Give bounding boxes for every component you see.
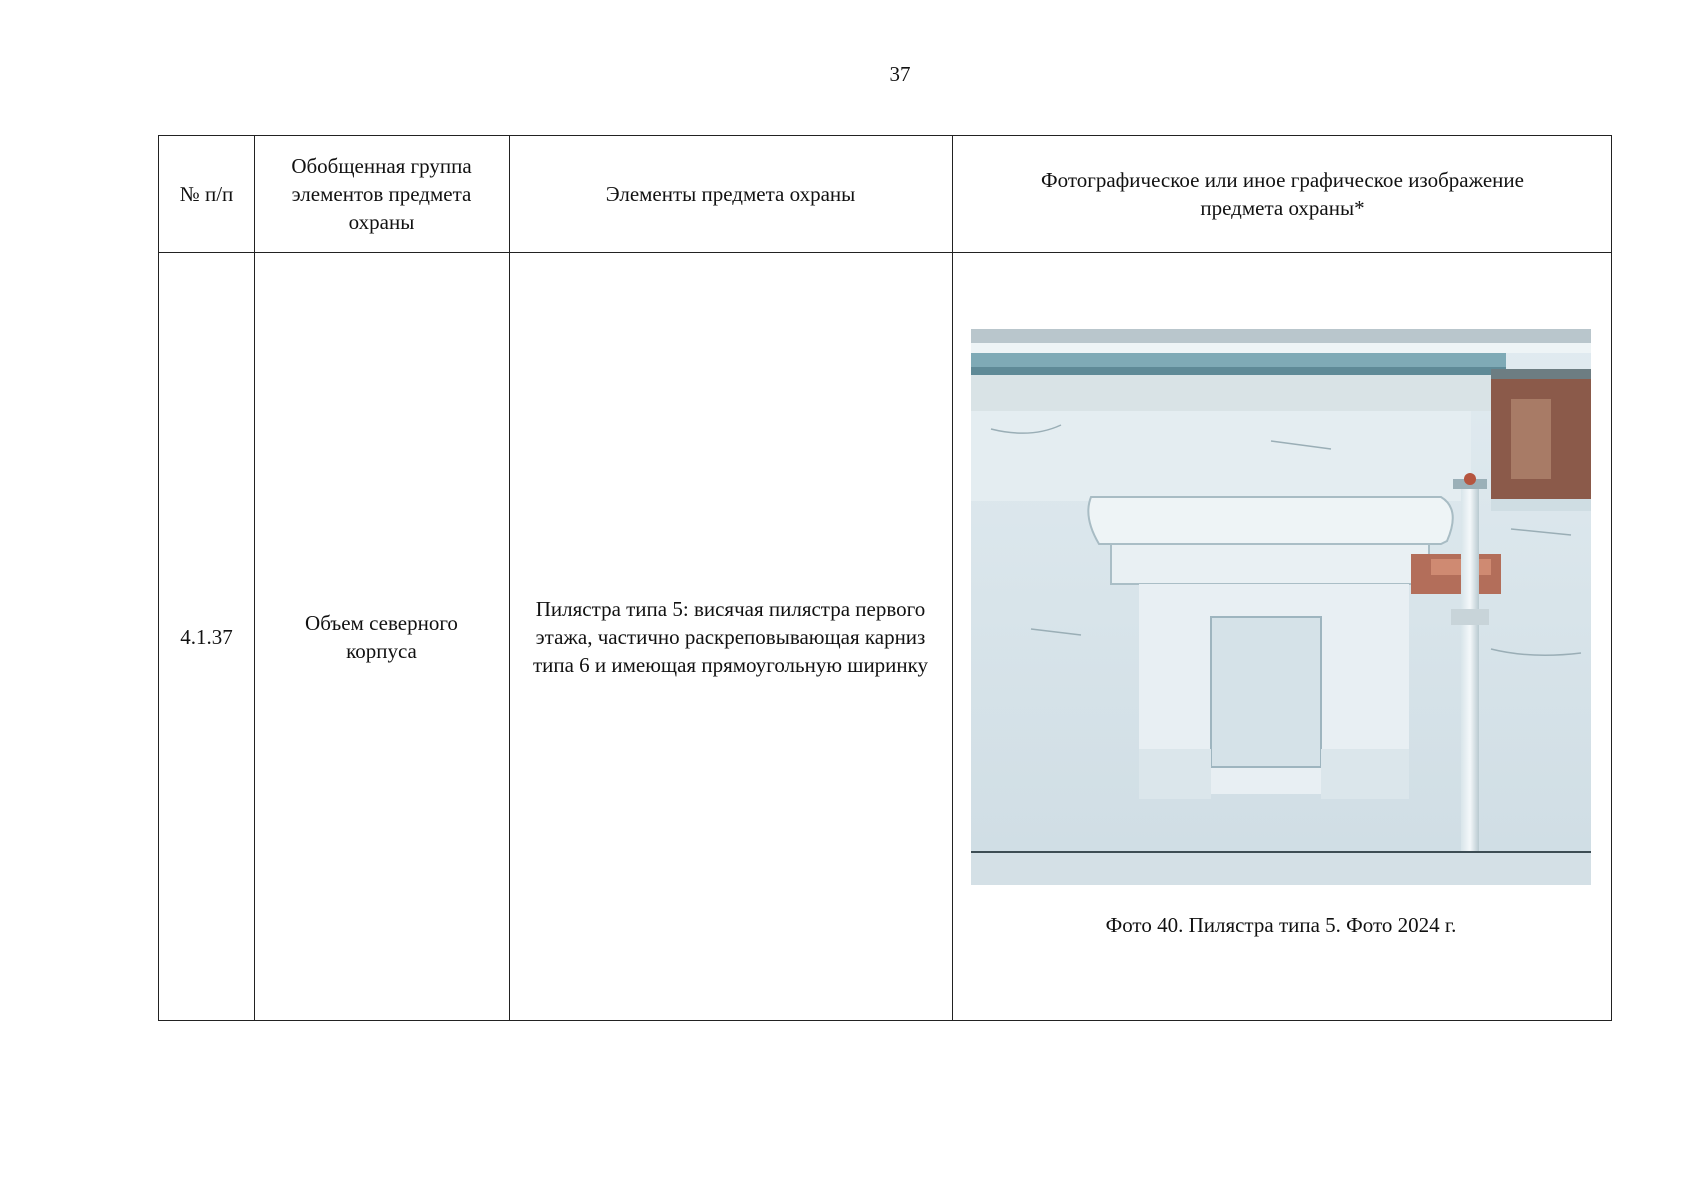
header-elements: Элементы предмета охраны [605, 182, 856, 206]
photo-caption: Фото 40. Пилястра типа 5. Фото 2024 г. [1105, 913, 1457, 937]
header-image: Фотографическое или иное графическое изображение предмета охраны* [1041, 168, 1524, 220]
header-group: Обобщенная группа элементов предмета охраны [291, 154, 472, 234]
page-number: 37 [889, 62, 911, 86]
row-element: Пилястра типа 5: висячая пилястра первого этажа, частично раскреповывающая карниз типа 6 и имеющая прямоугольную ширинку [532, 597, 929, 677]
protection-table [158, 135, 1612, 1021]
row-group: Объем северного корпуса [305, 611, 458, 663]
row-number: 4.1.37 [180, 625, 233, 649]
header-number: № п/п [179, 182, 234, 206]
column-divider [952, 136, 953, 1020]
pilaster-photo [971, 329, 1591, 885]
